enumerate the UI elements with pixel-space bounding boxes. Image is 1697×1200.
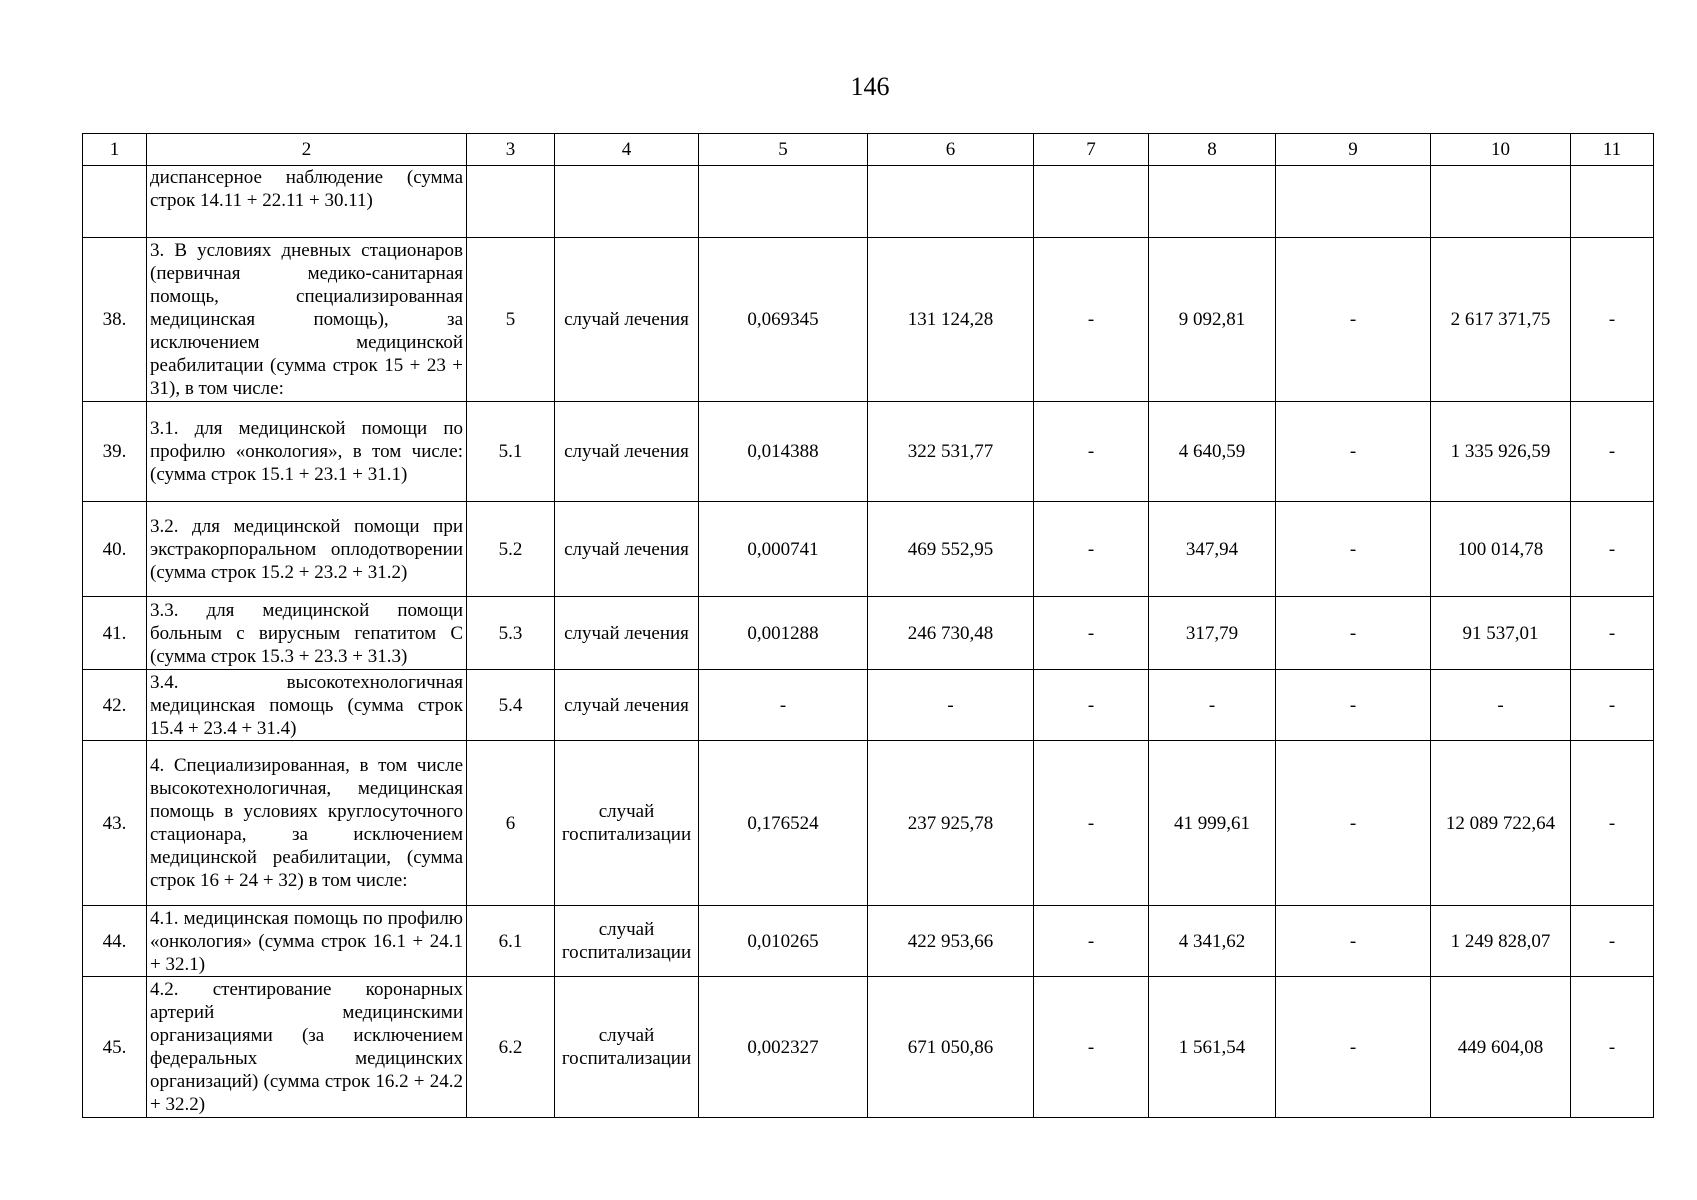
- cell-c10: -: [1431, 670, 1571, 741]
- cell-c7: -: [1034, 977, 1149, 1118]
- cell-unit: случай госпитализации: [555, 741, 699, 906]
- cell-c7: -: [1034, 402, 1149, 502]
- cell-unit: [555, 166, 699, 238]
- cell-c11: -: [1571, 906, 1654, 977]
- cell-c11: -: [1571, 977, 1654, 1118]
- cell-unit: случай лечения: [555, 238, 699, 402]
- cell-c5: -: [699, 670, 868, 741]
- cell-c8: 1 561,54: [1149, 977, 1276, 1118]
- cell-c11: -: [1571, 402, 1654, 502]
- cell-c8: [1149, 166, 1276, 238]
- cell-code: 6.2: [467, 977, 555, 1118]
- cell-c11: -: [1571, 670, 1654, 741]
- table-row: [83, 502, 1654, 597]
- cell-c6: [868, 166, 1034, 238]
- cell-c9: -: [1276, 670, 1431, 741]
- cell-c10: 91 537,01: [1431, 597, 1571, 670]
- cell-c7: [1034, 166, 1149, 238]
- table-row: [83, 906, 1654, 977]
- cell-code: [467, 166, 555, 238]
- cell-code: 6: [467, 741, 555, 906]
- cell-c6: 469 552,95: [868, 502, 1034, 597]
- cell-desc: 3.4. высокотехнологичная медицинская помощь (сумма строк 15.4 + 23.4 + 31.4): [147, 670, 467, 741]
- cell-c9: -: [1276, 238, 1431, 402]
- cell-c10: 2 617 371,75: [1431, 238, 1571, 402]
- cell-c9: [1276, 166, 1431, 238]
- cell-c10: 12 089 722,64: [1431, 741, 1571, 906]
- cell-desc: 4. Специализированная, в том числе высокотехнологичная, медицинская помощь в условиях круглосуточного стационара, за исключением медицинской реабилитации, (сумма строк 16 + 24 + 32) в том числе:: [147, 741, 467, 906]
- cell-c8: 4 640,59: [1149, 402, 1276, 502]
- cell-code: 5.2: [467, 502, 555, 597]
- cell-c5: 0,069345: [699, 238, 868, 402]
- cell-c6: 246 730,48: [868, 597, 1034, 670]
- cell-c10: 449 604,08: [1431, 977, 1571, 1118]
- header-cell: 8: [1149, 134, 1276, 166]
- cell-c7: -: [1034, 670, 1149, 741]
- cell-desc: 3. В условиях дневных стационаров (первичная медико-санитарная помощь, специализированная медицинская помощь), за исключением медицинской реабилитации (сумма строк 15 + 23 + 31), в том числе:: [147, 238, 467, 402]
- cell-c10: 100 014,78: [1431, 502, 1571, 597]
- cell-c11: [1571, 166, 1654, 238]
- cell-num: 45.: [83, 977, 147, 1118]
- cell-c8: 347,94: [1149, 502, 1276, 597]
- cell-c5: 0,001288: [699, 597, 868, 670]
- cell-desc: 3.1. для медицинской помощи по профилю «онкология», в том числе: (сумма строк 15.1 + 23.1 + 31.1): [147, 402, 467, 502]
- cell-c8: 9 092,81: [1149, 238, 1276, 402]
- table-row: [83, 741, 1654, 906]
- cell-unit: случай лечения: [555, 502, 699, 597]
- cell-num: 43.: [83, 741, 147, 906]
- cell-c9: -: [1276, 741, 1431, 906]
- cell-c6: 237 925,78: [868, 741, 1034, 906]
- data-table: [82, 133, 1654, 1118]
- cell-c11: -: [1571, 238, 1654, 402]
- cell-num: 40.: [83, 502, 147, 597]
- cell-c6: 422 953,66: [868, 906, 1034, 977]
- cell-code: 5: [467, 238, 555, 402]
- table-row: [83, 597, 1654, 670]
- cell-desc: 4.2. стентирование коронарных артерий медицинскими организациями (за исключением федеральных медицинских организаций) (сумма строк 16.2 + 24.2 + 32.2): [147, 977, 467, 1118]
- cell-desc: 3.3. для медицинской помощи больным с вирусным гепатитом С (сумма строк 15.3 + 23.3 + 31.3): [147, 597, 467, 670]
- cell-c8: -: [1149, 670, 1276, 741]
- header-cell: 1: [83, 134, 147, 166]
- table-row: [83, 166, 1654, 238]
- cell-unit: случай лечения: [555, 670, 699, 741]
- cell-num: [83, 166, 147, 238]
- cell-unit: случай лечения: [555, 597, 699, 670]
- cell-num: 44.: [83, 906, 147, 977]
- cell-c8: 41 999,61: [1149, 741, 1276, 906]
- page-number: 146: [850, 72, 890, 101]
- header-cell: 9: [1276, 134, 1431, 166]
- cell-code: 6.1: [467, 906, 555, 977]
- header-cell: 5: [699, 134, 868, 166]
- cell-c8: 317,79: [1149, 597, 1276, 670]
- cell-desc: 3.2. для медицинской помощи при экстракорпоральном оплодотворении (сумма строк 15.2 + 23.2 + 31.2): [147, 502, 467, 597]
- cell-c11: -: [1571, 741, 1654, 906]
- table-row: [83, 238, 1654, 402]
- cell-num: 39.: [83, 402, 147, 502]
- cell-c7: -: [1034, 597, 1149, 670]
- cell-c6: 322 531,77: [868, 402, 1034, 502]
- table-row: [83, 402, 1654, 502]
- cell-c7: -: [1034, 238, 1149, 402]
- cell-c7: -: [1034, 906, 1149, 977]
- cell-c10: 1 335 926,59: [1431, 402, 1571, 502]
- cell-c9: -: [1276, 402, 1431, 502]
- cell-c7: -: [1034, 741, 1149, 906]
- cell-c5: [699, 166, 868, 238]
- cell-c9: -: [1276, 977, 1431, 1118]
- cell-num: 38.: [83, 238, 147, 402]
- cell-c9: -: [1276, 502, 1431, 597]
- cell-unit: случай госпитализации: [555, 977, 699, 1118]
- cell-c11: -: [1571, 502, 1654, 597]
- cell-desc: диспансерное наблюдение (сумма строк 14.11 + 22.11 + 30.11): [147, 166, 467, 238]
- cell-c6: 671 050,86: [868, 977, 1034, 1118]
- cell-code: 5.4: [467, 670, 555, 741]
- cell-desc: 4.1. медицинская помощь по профилю «онкология» (сумма строк 16.1 + 24.1 + 32.1): [147, 906, 467, 977]
- cell-code: 5.1: [467, 402, 555, 502]
- cell-c5: 0,014388: [699, 402, 868, 502]
- cell-c11: -: [1571, 597, 1654, 670]
- cell-c6: -: [868, 670, 1034, 741]
- header-cell: 10: [1431, 134, 1571, 166]
- cell-c7: -: [1034, 502, 1149, 597]
- cell-c10: 1 249 828,07: [1431, 906, 1571, 977]
- cell-c5: 0,002327: [699, 977, 868, 1118]
- cell-code: 5.3: [467, 597, 555, 670]
- cell-c8: 4 341,62: [1149, 906, 1276, 977]
- cell-num: 41.: [83, 597, 147, 670]
- cell-c9: -: [1276, 597, 1431, 670]
- cell-unit: случай лечения: [555, 402, 699, 502]
- header-cell: 7: [1034, 134, 1149, 166]
- cell-c5: 0,000741: [699, 502, 868, 597]
- header-cell: 11: [1571, 134, 1654, 166]
- cell-c6: 131 124,28: [868, 238, 1034, 402]
- header-cell: 6: [868, 134, 1034, 166]
- cell-num: 42.: [83, 670, 147, 741]
- table-row: [83, 977, 1654, 1118]
- cell-c10: [1431, 166, 1571, 238]
- cell-unit: случай госпитализации: [555, 906, 699, 977]
- table-header-row: [83, 134, 1654, 166]
- header-cell: 4: [555, 134, 699, 166]
- header-cell: 2: [147, 134, 467, 166]
- cell-c5: 0,176524: [699, 741, 868, 906]
- table-row: [83, 670, 1654, 741]
- cell-c9: -: [1276, 906, 1431, 977]
- cell-c5: 0,010265: [699, 906, 868, 977]
- header-cell: 3: [467, 134, 555, 166]
